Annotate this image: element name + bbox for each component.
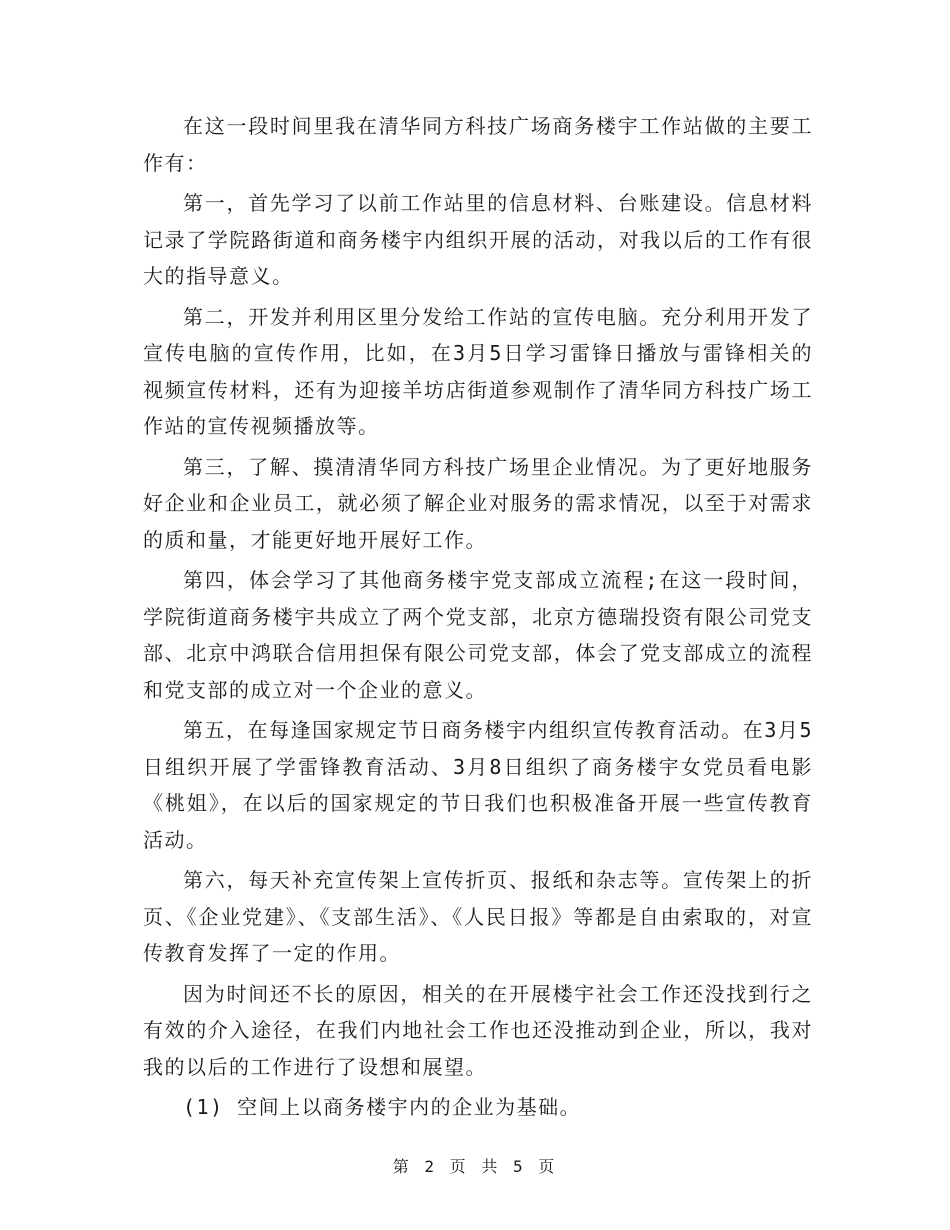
paragraph-intro: 在这一段时间里我在清华同方科技广场商务楼宇工作站做的主要工作有： (143, 114, 813, 175)
paragraph-second: 第二，开发并利用区里分发给工作站的宣传电脑。充分利用开发了宣传电脑的宣传作用，比如，在3月5日学习雷锋日播放与雷锋相关的视频宣传材料，还有为迎接羊坊店街道参观制作了清华同方科技广场工作站的宣传视频播放等。 (143, 304, 813, 438)
paragraph-outlook: 因为时间还不长的原因，相关的在开展楼宇社会工作还没找到行之有效的介入途径，在我们内地社会工作也还没推动到企业，所以，我对我的以后的工作进行了设想和展望。 (143, 981, 813, 1079)
paragraph-item-1: (1) 空间上以商务楼宇内的企业为基础。 (183, 1095, 582, 1119)
page-number-footer: 第 2 页 共 5 页 (392, 1157, 558, 1176)
document-body (143, 108, 813, 1130)
paragraph-fourth: 第四，体会学习了其他商务楼宇党支部成立流程;在这一段时间，学院街道商务楼宇共成立了两个党支部，北京方德瑞投资有限公司党支部、北京中鸿联合信用担保有限公司党支部，体会了党支部成立的流程和党支部的成立对一个企业的意义。 (143, 568, 813, 702)
paragraph-sixth: 第六，每天补充宣传架上宣传折页、报纸和杂志等。宣传架上的折页、《企业党建》、《支部生活》、《人民日报》等都是自由索取的，对宣传教育发挥了一定的作用。 (143, 868, 813, 965)
paragraph-fifth: 第五，在每逢国家规定节日商务楼宇内组织宣传教育活动。在3月5日组织开展了学雷锋教育活动、3月8日组织了商务楼宇女党员看电影《桃姐》，在以后的国家规定的节日我们也积极准备开展一些宣传教育活动。 (143, 718, 813, 852)
paragraph-first: 第一，首先学习了以前工作站里的信息材料、台账建设。信息材料记录了学院路街道和商务楼宇内组织开展的活动，对我以后的工作有很大的指导意义。 (143, 191, 813, 288)
paragraph-third: 第三，了解、摸清清华同方科技广场里企业情况。为了更好地服务好企业和企业员工，就必须了解企业对服务的需求情况，以至于对需求的质和量，才能更好地开展好工作。 (143, 454, 813, 552)
